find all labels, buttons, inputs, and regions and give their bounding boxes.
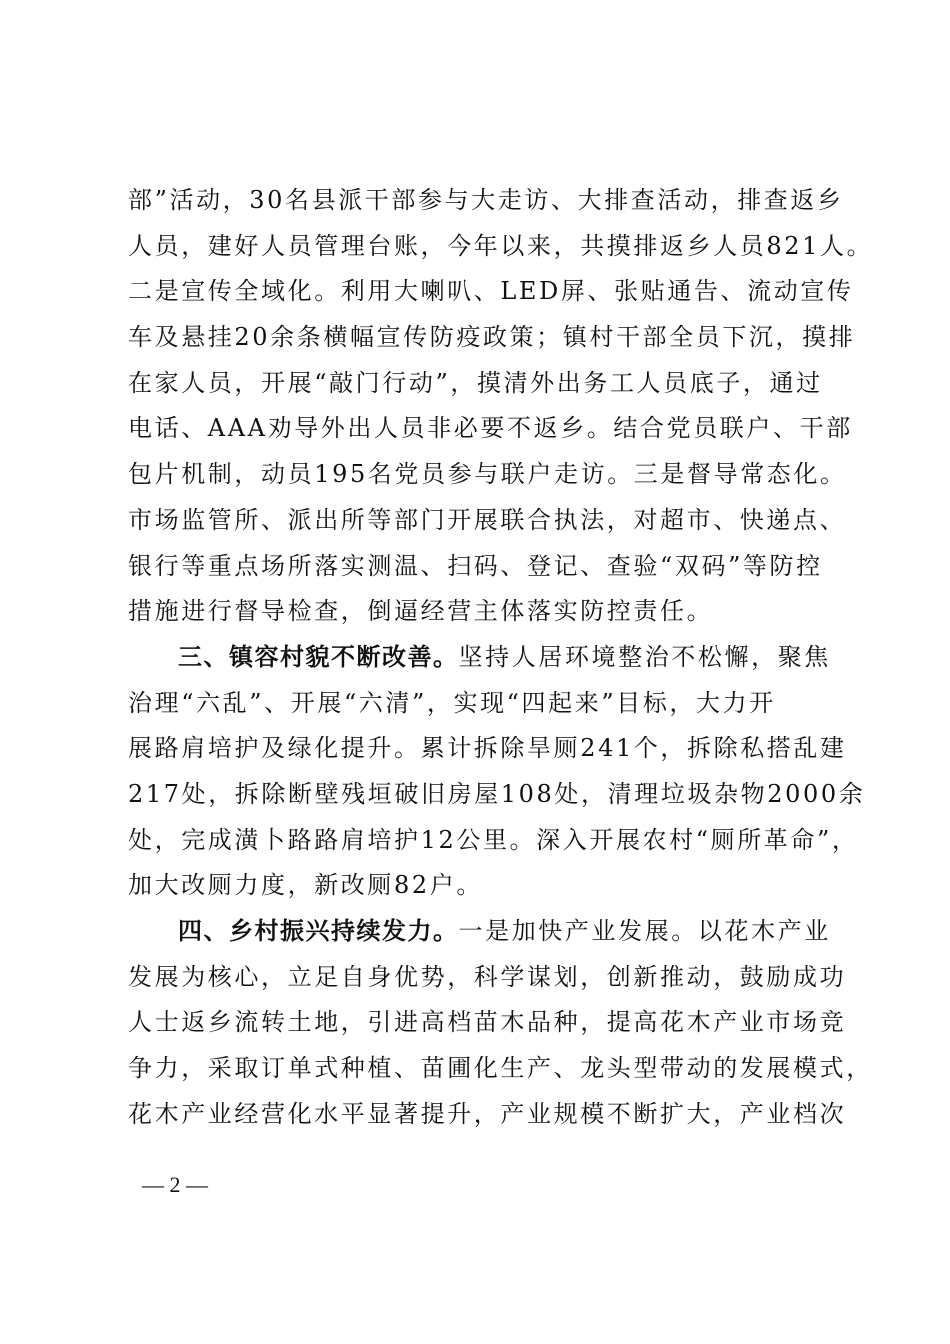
text-line: 发展为核心，立足自身优势，科学谋划，创新推动，鼓励成功 (128, 962, 847, 991)
paragraph-section-4 (128, 909, 873, 1137)
text-line: 电话、AAA劝导外出人员非必要不返乡。结合党员联户、干部 (128, 414, 853, 443)
text-line: 包片机制，动员195名党员参与联户走访。三是督导常态化。 (128, 460, 847, 489)
paragraph-section-3 (128, 635, 866, 909)
section-heading: 三、镇容村貌不断改善。 (178, 642, 459, 671)
text-line-first (128, 635, 838, 681)
text-line: 花木产业经营化水平显著提升，产业规模不断扩大，产业档次 (128, 1099, 847, 1128)
text-line: 在家人员，开展“敲门行动”，摸清外出务工人员底子，通过 (128, 368, 823, 397)
page-number: — 2 — (142, 1172, 208, 1197)
text-line: 加大改厕力度，新改厕82户。 (128, 871, 483, 900)
text-line: 争力，采取订单式种植、苗圃化生产、龙头型带动的发展模式， (128, 1054, 873, 1083)
text-line-first (128, 909, 838, 955)
section-heading: 四、乡村振兴持续发力。 (178, 917, 459, 945)
text-line: 措施进行督导检查，倒逼经营主体落实防控责任。 (128, 597, 714, 626)
document-body (128, 178, 874, 1137)
text-line: 展路肩培护及绿化提升。累计拆除旱厕241个，拆除私搭乱建 (128, 734, 847, 763)
text-line: 部”活动，30名县派干部参与大走访、大排查活动，排查返乡 (128, 186, 844, 214)
text-line: 市场监管所、派出所等部门开展联合执法，对超市、快递点、 (128, 505, 847, 534)
paragraph-continuation (128, 178, 874, 635)
text-line: 人士返乡流转土地，引进高档苗木品种，提高花木产业市场竞 (128, 1008, 847, 1037)
text-line: 车及悬挂20余条横幅宣传防疫政策；镇村干部全员下沉，摸排 (128, 323, 856, 352)
text-line: 银行等重点场所落实测温、扫码、登记、查验“双码”等防控 (128, 551, 823, 580)
text-line: 二是宣传全域化。利用大喇叭、LED屏、张贴通告、流动宣传 (128, 277, 854, 306)
text-span: 一是加快产业发展。以花木产业 (458, 917, 831, 945)
text-line: 217处，拆除断壁残垣破旧房屋108处，清理垃圾杂物2000余 (128, 779, 866, 808)
text-line: 人员，建好人员管理台账，今年以来，共摸排返乡人员821人。 (128, 231, 874, 260)
text-span: 坚持人居环境整治不松懈，聚焦 (458, 642, 831, 671)
text-line: 治理“六乱”、开展“六清”，实现“四起来”目标，大力开 (128, 688, 776, 717)
text-line: 处，完成潢卜路路肩培护12公里。深入开展农村“厕所革命”， (128, 825, 859, 854)
